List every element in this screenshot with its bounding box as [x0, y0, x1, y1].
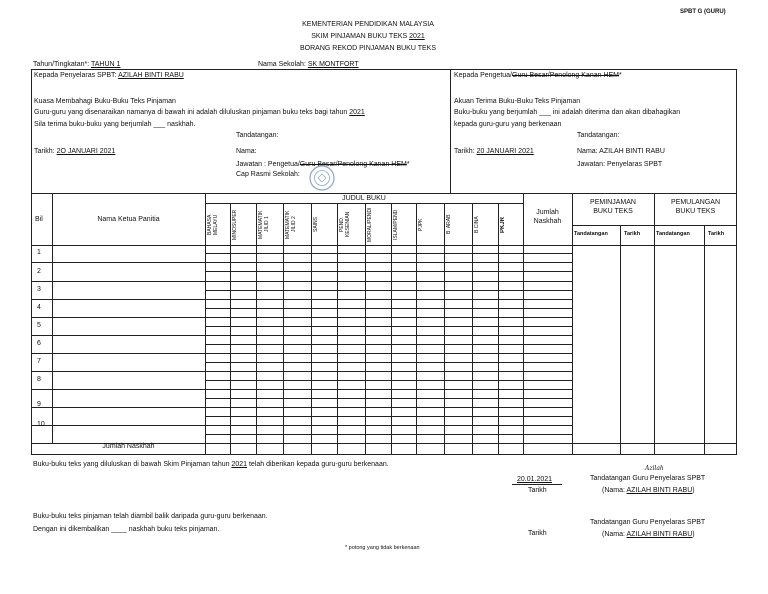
return-name: (Nama: AZILAH BINTI RABU) — [602, 531, 695, 538]
tarikh-2: Tarikh — [708, 231, 725, 237]
row-number: 3 — [37, 286, 41, 293]
col-nama-ketua-panitia: Nama Ketua Panitia — [97, 216, 160, 223]
cap-label: Cap Rasmi Sekolah: — [236, 171, 300, 178]
book-title-8: ISLAM/PEND — [393, 209, 399, 240]
acknowledgement-title: Akuan Terima Buku-Buku Teks Pinjaman — [454, 98, 581, 105]
book-title-7: MORAL/PENDI — [367, 207, 373, 242]
row-number: 10 — [37, 421, 45, 428]
book-title-6: PEND. KESENIAN — [339, 211, 351, 238]
return-quantity: Dengan ini dikembalikan ____ naskhah buku teks pinjaman. — [33, 526, 220, 533]
acknowledgement-text: Buku-buku yang berjumlah ___ ini adalah diterima dan akan dibahagikan — [454, 109, 681, 116]
jawatan-line: Jawatan : Pengetua/Guru Besar/Penolong Kanan HEM* — [236, 161, 410, 168]
col-peminjaman: PEMINJAMAN BUKU TEKS — [590, 199, 636, 215]
name-label: Nama: — [236, 148, 257, 155]
footer-name: (Nama: AZILAH BINTI RABU) — [602, 487, 695, 494]
signature-label-right: Tandatangan: — [577, 132, 620, 139]
tandatangan-2: Tandatangan — [656, 231, 690, 237]
signature-label: Tandatangan: — [236, 132, 279, 139]
header-scheme: SKIM PINJAMAN BUKU TEKS 2021 — [311, 33, 425, 40]
total-row-label: Jumlah Naskhah — [102, 443, 155, 450]
book-title-5: SAINS — [313, 217, 319, 233]
footer-signature-title: Tandatangan Guru Penyelaras SPBT — [590, 475, 706, 482]
return-tarikh-label: Tarikh — [528, 530, 547, 537]
book-title-9: PJPK — [418, 218, 424, 231]
school-stamp-icon — [308, 164, 336, 192]
col-judul-buku: JUDUL BUKU — [342, 195, 386, 202]
sekolah-field: Nama Sekolah: SK MONTFORT — [258, 61, 359, 68]
row-number: 4 — [37, 304, 41, 311]
form-code: SPBT G (GURU) — [680, 9, 726, 15]
book-title-1: BAHASA MELAYU — [207, 214, 219, 235]
row-number: 8 — [37, 376, 41, 383]
book-title-11: B.CINA — [474, 216, 480, 233]
authorization-title: Kuasa Membahagi Buku-Buku Teks Pinjaman — [34, 98, 176, 105]
book-title-3: MATEMATIK JILID 1 — [258, 210, 270, 239]
to-coordinator: Kepada Penyelaras SPBT: AZILAH BINTI RABU — [34, 72, 184, 79]
return-signature-title: Tandatangan Guru Penyelaras SPBT — [590, 519, 706, 526]
footer-statement: Buku-buku teks yang diluluskan di bawah Skim Pinjaman tahun 2021 telah diberikan kepada guru-guru berkenaan. — [33, 461, 389, 468]
book-title-12: PKJR — [500, 216, 506, 233]
tarikh-right: Tarikh: 20 JANUARI 2021 — [454, 148, 534, 155]
row-number: 5 — [37, 322, 41, 329]
header-ministry: KEMENTERIAN PENDIDIKAN MALAYSIA — [302, 21, 434, 28]
row-number: 6 — [37, 340, 41, 347]
header-form-title: BORANG REKOD PINJAMAN BUKU TEKS — [299, 45, 436, 52]
footer-tarikh-label: Tarikh — [528, 487, 547, 494]
col-bil: Bil — [35, 216, 43, 223]
return-statement: Buku-buku teks pinjaman telah diambil balik daripada guru-guru berkenaan. — [33, 513, 268, 520]
tarikh-left: Tarikh: 2O JANUARI 2021 — [34, 148, 116, 155]
authorization-text: Guru-guru yang disenaraikan namanya di bawah ini adalah diluluskan pinjaman buku teks bagi tahun 2021 — [34, 109, 365, 116]
tandatangan-1: Tandatangan — [574, 231, 608, 237]
footnote: * potong yang tidak berkenaan — [345, 545, 420, 551]
row-number: 7 — [37, 358, 41, 365]
book-title-4: MATEMATIK JILID 2 — [285, 210, 297, 239]
signature: Azilah — [645, 465, 664, 472]
row-number: 9 — [37, 401, 41, 408]
to-principal: Kepada Pengetua/Guru Besar/Penolong Kanan HEM* — [454, 72, 622, 79]
coordinator-name: Nama: AZILAH BINTI RABU — [577, 148, 665, 155]
footer-date: 20.01.2021 — [517, 476, 553, 483]
quantity-text: Sila terima buku-buku yang berjumlah ___ naskhah. — [34, 121, 196, 128]
tarikh-1: Tarikh — [624, 231, 641, 237]
tahun-field: Tahun/Tingkatan*: TAHUN 1 — [33, 61, 121, 68]
book-title-10: B. ARAB — [446, 214, 452, 235]
row-number: 2 — [37, 268, 41, 275]
book-title-2: MINOSUPER — [232, 209, 238, 240]
coordinator-jawatan: Jawatan: Penyelaras SPBT — [577, 161, 663, 168]
acknowledgement-text-2: kepada guru-guru yang berkenaan — [454, 121, 562, 128]
col-jumlah-naskhah: Jumlah Naskhah — [533, 209, 562, 225]
row-number: 1 — [37, 249, 41, 256]
col-pemulangan: PEMULANGAN BUKU TEKS — [670, 199, 720, 215]
